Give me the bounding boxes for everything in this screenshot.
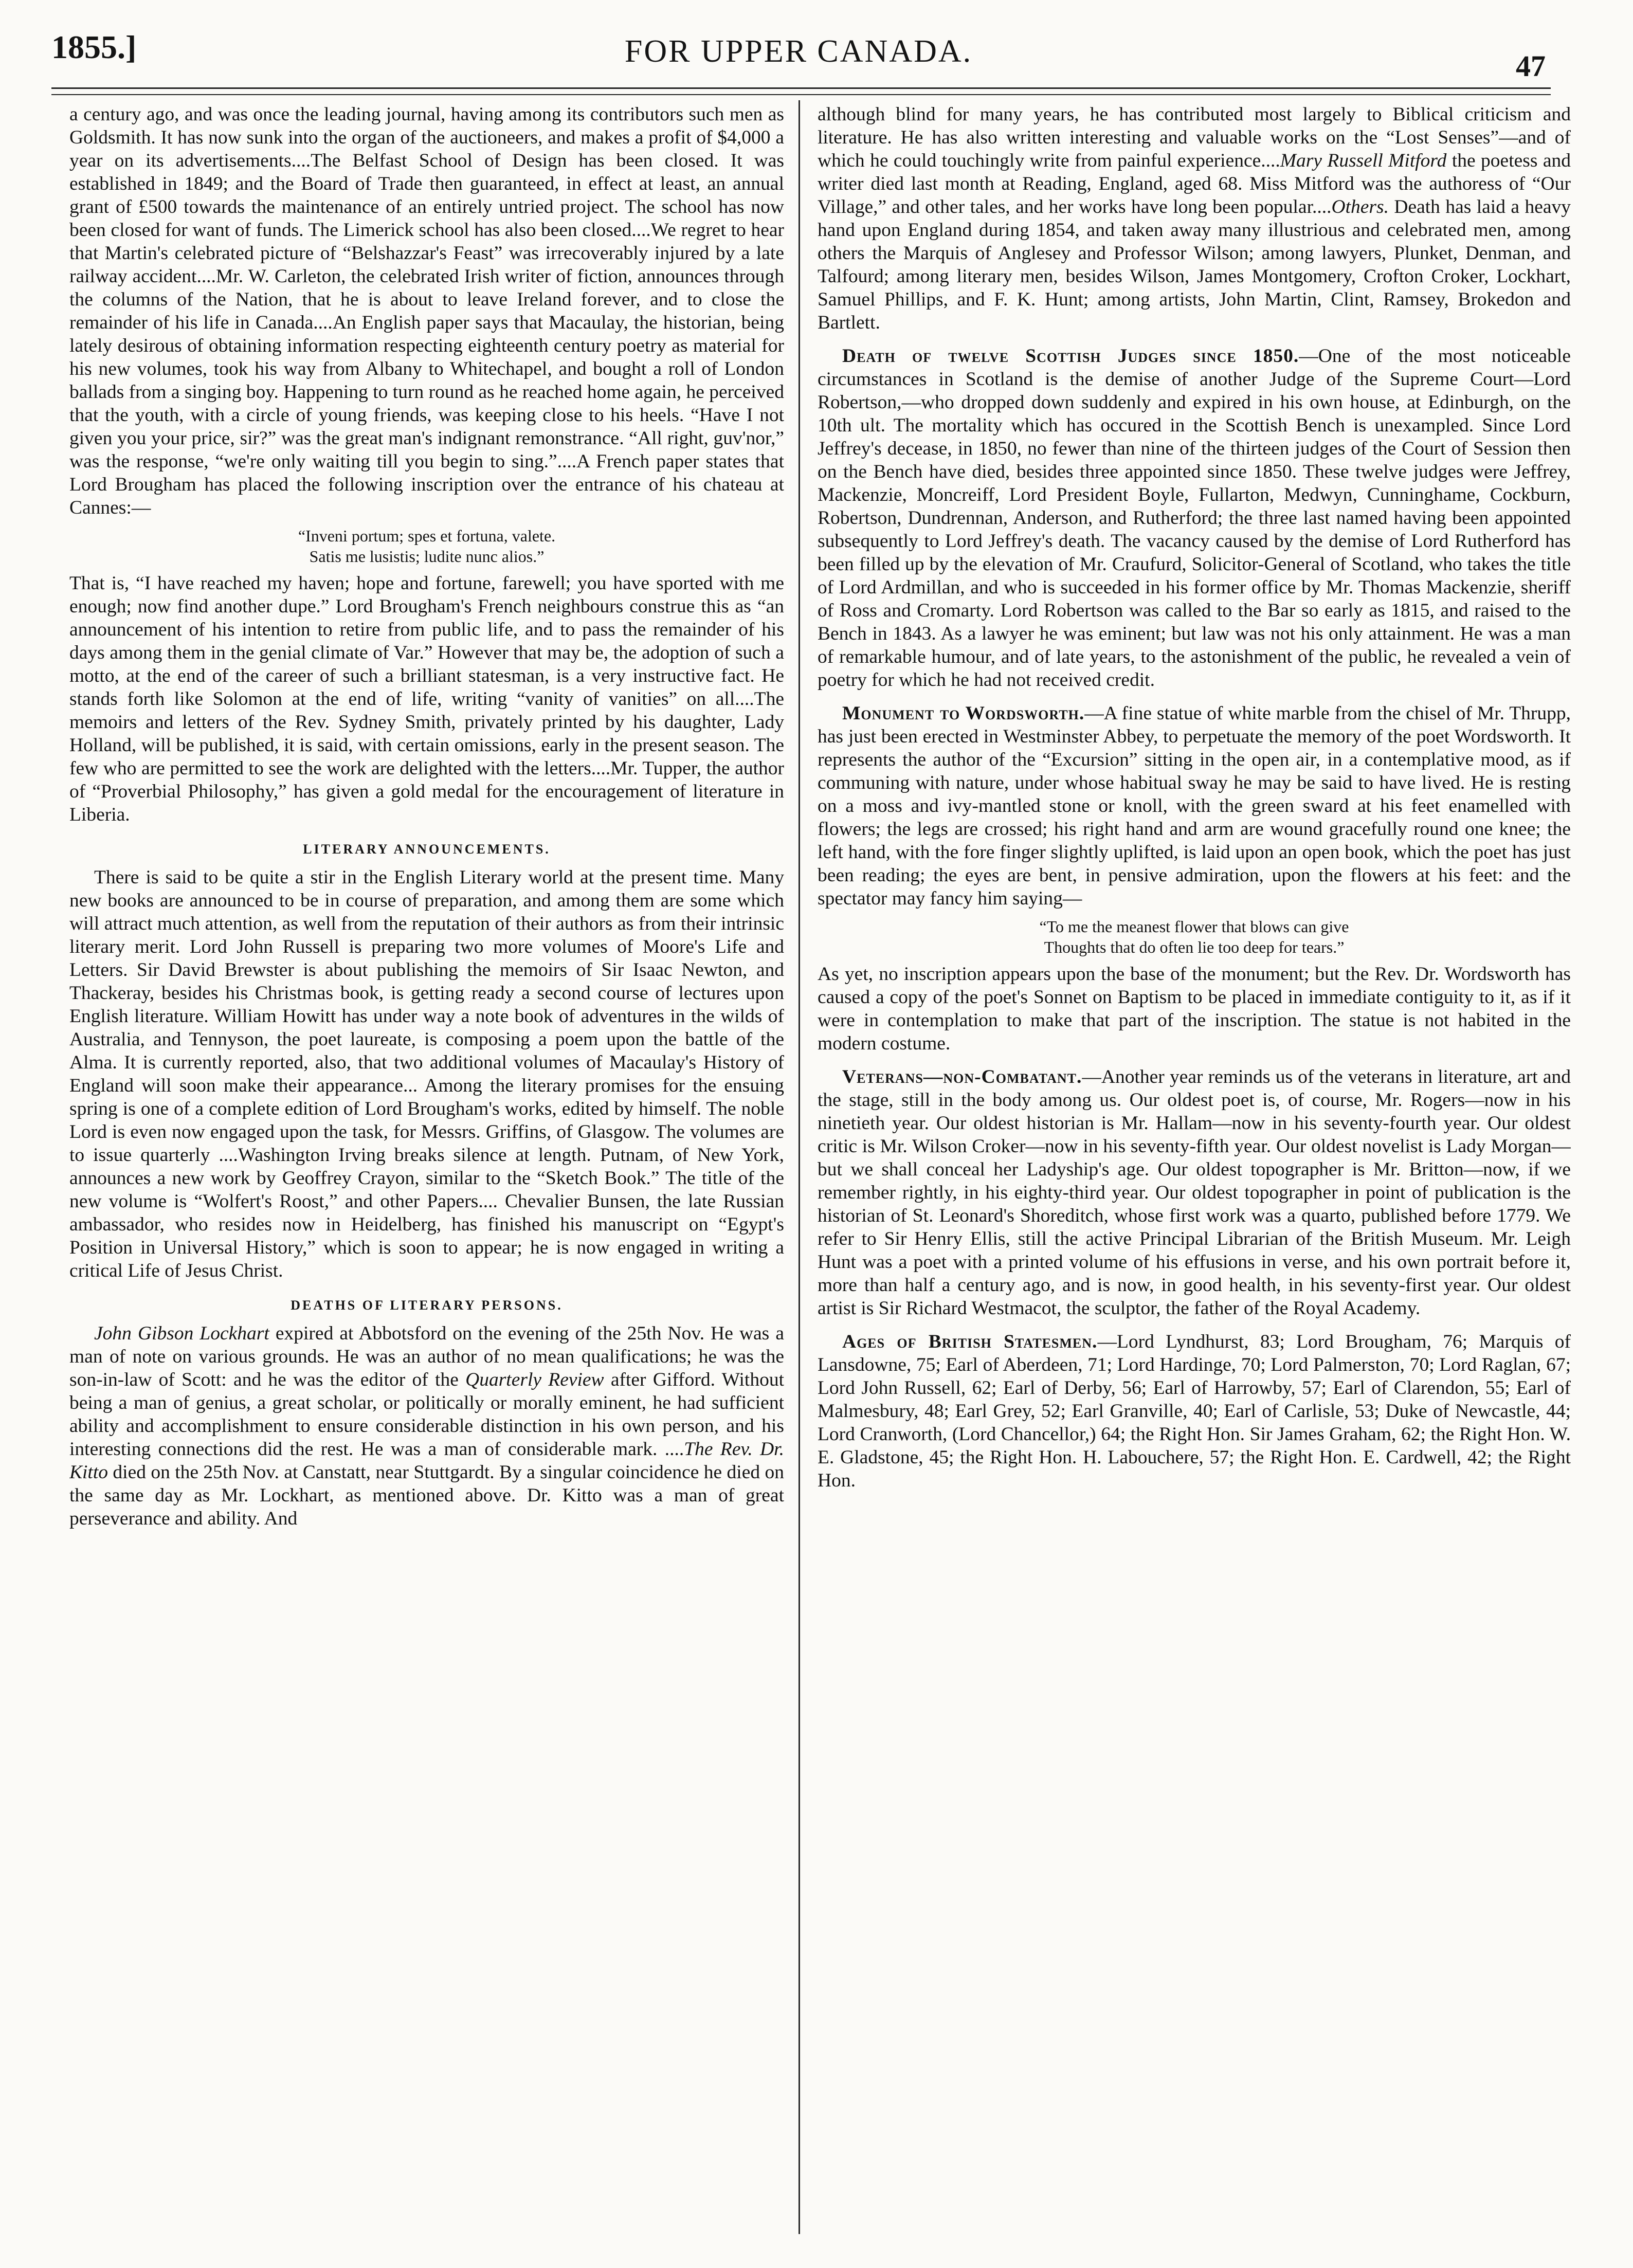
others-label: Others.: [1331, 196, 1389, 217]
verse-line: “To me the meanest flower that blows can give: [1039, 917, 1349, 936]
left-paragraph-continued: a century ago, and was once the leading journal, having among its contributors such men as Goldsmith. It has now sunk into the organ of the auctioneers, and makes a profit of $4,000 a year on its advertisements....The Belfast School of Design has been closed. It was established in 1849; and the Board of Trade then guaranteed, in effect at least, an annual grant of £500 towards the maintenance of an entirely untried project. The school has now been closed for want of funds. The Limerick school has also been closed....We regret to hear that Martin's celebrated picture of “Belshazzar's Feast” was irrecoverably injured by a late railway accident....Mr. W. Carleton, the celebrated Irish writer of fiction, announces through the columns of the Nation, that he is about to leave Ireland forever, and to close the remainder of his life in Canada....An English paper says that Macaulay, the historian, being lately desirous of obtaining information respecting eighteenth century poetry as material for his new volumes, took his way from Albany to Whitechapel, and bought a roll of London ballads from a singing boy. Happening to turn round as he reached home again, he perceived that the youth, with a circle of young friends, was keeping close to his heels. “Have I not given you your price, sir?” was the great man's indignant remonstrance. “All right, guv'nor,” was the response, “we're only waiting till you begin to sing.”....A French paper states that Lord Brougham has placed the following inscription over the entrance of his chateau at Cannes:—: [69, 104, 784, 518]
announcements-paragraph: There is said to be quite a stir in the English Literary world at the present time. Many new books are announced to be in course of preparation, and among them are some which will attract much attention, as well from the reputation of their authors as from their intrinsic literary merit. Lord John Russell is preparing two more volumes of Moore's Life and Letters. Sir David Brewster is about publishing the memoirs of Sir Isaac Newton, and Thackeray, besides his Christmas book, is getting ready a second course of lectures upon English literature. William Howitt has under way a note book of adventures in the wilds of Australia, and Tennyson, the poet laureate, is composing a poem upon the battle of the Alma. It is currently reported, also, that two additional volumes of Macaulay's History of England will soon make their appearance... Among the literary promises for the ensuing spring is one of a complete edition of Lord Brougham's works, edited by himself. The noble Lord is even now engaged upon the task, for Messrs. Griffins, of Glasgow. The volumes are to issue quarterly ....Washington Irving breaks silence at length. Putnam, of New York, announces a new work by Geoffrey Crayon, similar to the “Sketch Book.” The title of the new volume is “Wolfert's Roost,” and other Papers.... Chevalier Bunsen, the late Russian ambassador, who resides now in Heidelberg, has finished his manuscript on “Egypt's Position in Universal History,” which is soon to appear; he is now engaged in writing a critical Life of Jesus Christ.: [69, 867, 784, 1281]
page-number: 47: [1516, 49, 1546, 83]
left-column: [69, 103, 784, 2226]
wordsworth-quote: [818, 916, 1571, 957]
verse-line: Thoughts that do often lie too deep for tears.”: [1044, 938, 1345, 956]
right-paragraph-continued: although blind for many years, he has contributed most largely to Biblical criticism and literature. He has also written interesting and valuable works on the “Lost Senses”—and of which he could touchingly write from painful experience....Mary Russell Mitford the poetess and writer died last month at Reading, England, aged 68. Miss Mitford was the authoress of “Our Village,” and other tales, and her works have long been popular....Others. Death has laid a heavy hand upon England during 1854, and taken away many illustrious and celebrated men, among others the Marquis of Anglesey and Professor Wilson; among lawyers, Plunket, Denman, and Talfourd; among literary men, besides Wilson, James Montgomery, Crofton Croker, Lockhart, Samuel Phillips, and F. K. Hunt; among artists, John Martin, Clint, Ramsey, Brokedon and Bartlett.: [818, 104, 1571, 333]
judges-paragraph: Death of twelve Scottish Judges since 1850.—One of the most noticeable circumstances in Scotland is the demise of another Judge of the Supreme Court—Lord Robertson,—who dropped down suddenly and expired in his own house, at Edinburgh, on the 10th ult. The mortality which has occured in the Scottish Bench is unexampled. Since Lord Jeffrey's decease, in 1850, no fewer than nine of the thirteen judges of the Court of Session then on the Bench have died, besides three appointed since 1850. These twelve judges were Jeffrey, Mackenzie, Moncreiff, Lord President Boyle, Fullarton, Medwyn, Cunninghame, Cockburn, Robertson, Dundrennan, Anderson, and Rutherford; the three last named having been appointed subsequently to Lord Jeffrey's death. The vacancy caused by the demise of Lord Rutherford has been filled up by the elevation of Mr. Craufurd, Solicitor-General of Scotland, who takes the title of Lord Ardmillan, and who is succeeded in his former office by Mr. Thomas Mackenzie, sheriff of Ross and Cromarty. Lord Robertson was called to the Bar so early as 1815, and raised to the Bench in 1843. As a lawyer he was eminent; but law was not his only attainment. He was a man of remarkable humour, and of late years, to the astonishment of the public, he revealed a vein of poetry for which he had not received credit.: [818, 346, 1571, 691]
column-divider: [799, 100, 800, 2234]
section-heading-deaths: DEATHS OF LITERARY PERSONS.: [291, 1298, 563, 1313]
section-heading-announcements: LITERARY ANNOUNCEMENTS.: [303, 842, 551, 857]
verse-line: Satis me lusistis; ludite nunc alios.”: [309, 547, 545, 566]
running-head: [51, 28, 1546, 90]
issue-year: 1855.]: [51, 29, 137, 65]
ages-lead: Ages of British Statesmen.: [842, 1331, 1098, 1352]
latin-inscription: [69, 525, 784, 567]
journal-title: Quarterly Review: [465, 1369, 604, 1390]
deaths-paragraph: John Gibson Lockhart expired at Abbotsford on the evening of the 25th Nov. He was a man of note on various grounds. He was an author of no mean qualifications; he was the son-in-law of Scott: and he was the editor of the Quarterly Review after Gifford. Without being a man of genius, a great scholar, or politically or morally eminent, he had sufficient ability and accomplishment to ensure considerable distinction in his own person, and his interesting connections did the rest. He was a man of considerable mark. ....The Rev. Dr. Kitto died on the 25th Nov. at Canstatt, near Stuttgardt. By a singular coincidence he died on the same day as Mr. Lockhart, as mentioned above. Dr. Kitto was a man of great perseverance and ability. And: [69, 1323, 784, 1529]
right-column: [818, 103, 1571, 2226]
person-name: Mary Russell Mitford: [1280, 150, 1447, 171]
veterans-lead: Veterans—non-Combatant.: [842, 1066, 1082, 1087]
person-name: The Rev. Dr. Kitto: [69, 1439, 784, 1483]
header-rule: [51, 87, 1551, 95]
veterans-paragraph: Veterans—non-Combatant.—Another year reminds us of the veterans in literature, art and the stage, still in the body among us. Our oldest poet is, of course, Mr. Rogers—now in his ninetieth year. Our oldest historian is Mr. Hallam—now in his seventy-fourth year. Our oldest critic is Mr. Wilson Croker—now in his seventy-fifth year. Our oldest novelist is Lady Morgan—but we shall conceal her Ladyship's age. Our oldest topographer is Mr. Britton—now, if we remember rightly, in his eighty-third year. Our oldest topographer in point of publication is the historian of St. Leonard's Shoreditch, whose first work was a quarto, published before 1779. We refer to Sir Henry Ellis, still the active Principal Librarian of the British Museum. Mr. Leigh Hunt was a poet with a printed volume of his effusions in verse, and his own portrait before it, more than half a century ago, and is now, in good health, in his seventy-first year. Our oldest artist is Sir Richard Westmacot, the sculptor, the father of the Royal Academy.: [818, 1066, 1571, 1319]
left-paragraph: That is, “I have reached my haven; hope and fortune, farewell; you have sported with me enough; now find another dupe.” Lord Brougham's French neighbours construe this as “an announcement of his intention to retire from public life, and to pass the remainder of his days among them in the genial climate of Var.” However that may be, the adoption of such a motto, at the end of the career of such a brilliant statesman, is a very instructive fact. He stands forth like Solomon at the end of life, writing “vanity of vanities” on all....The memoirs and letters of the Rev. Sydney Smith, privately printed by his daughter, Lady Holland, will be published, it is said, with certain omissions, early in the present season. The few who are permitted to see the work are delighted with the letters....Mr. Tupper, the author of “Proverbial Philosophy,” has given a gold medal for the encouragement of literature in Liberia.: [69, 573, 784, 825]
monument-lead: Monument to Wordsworth.: [842, 703, 1085, 724]
verse-line: “Inveni portum; spes et fortuna, valete.: [298, 527, 556, 545]
monument-paragraph-after: As yet, no inscription appears upon the base of the monument; but the Rev. Dr. Wordsworth has caused a copy of the poet's Sonnet on Baptism to be placed in immediate contiguity to it, as if it were in contemplation to make that part of the inscription. The statue is not habited in the modern costume.: [818, 964, 1571, 1054]
judges-lead: Death of twelve Scottish Judges since 1850.: [842, 346, 1299, 367]
publication-title: FOR UPPER CANADA.: [624, 34, 973, 69]
monument-paragraph: Monument to Wordsworth.—A fine statue of white marble from the chisel of Mr. Thrupp, has just been erected in Westminster Abbey, to perpetuate the memory of the poet Wordsworth. It represents the author of the “Excursion” sitting in the open air, in a contemplative mood, as if communing with nature, under whose habitual sway he may be said to have lived. He is resting on a moss and ivy-mantled stone or knoll, with the green sward at his feet enamelled with flowers; the legs are crossed; his right hand and arm are wound gracefully round one knee; the left hand, with the fore finger slightly uplifted, is laid upon an open book, which the poet has just been reading; the eyes are bent, in pensive admiration, upon the flowers at his feet: and the spectator may fancy him saying—: [818, 703, 1571, 909]
person-name: John Gibson Lockhart: [94, 1323, 269, 1344]
ages-paragraph: Ages of British Statesmen.—Lord Lyndhurst, 83; Lord Brougham, 76; Marquis of Lansdowne, 75; Earl of Aberdeen, 71; Lord Hardinge, 70; Lord Palmerston, 70; Lord Raglan, 67; Lord John Russell, 62; Earl of Derby, 56; Earl of Harrowby, 57; Earl of Clarendon, 55; Earl of Malmesbury, 48; Earl Grey, 52; Earl Granville, 40; Earl of Carlisle, 53; Duke of Newcastle, 44; Lord Cranworth, (Lord Chancellor,) 64; the Right Hon. Sir James Graham, 62; the Right Hon. W. E. Gladstone, 45; the Right Hon. H. Labouchere, 57; the Right Hon. E. Cardwell, 42; the Right Hon.: [818, 1331, 1571, 1491]
